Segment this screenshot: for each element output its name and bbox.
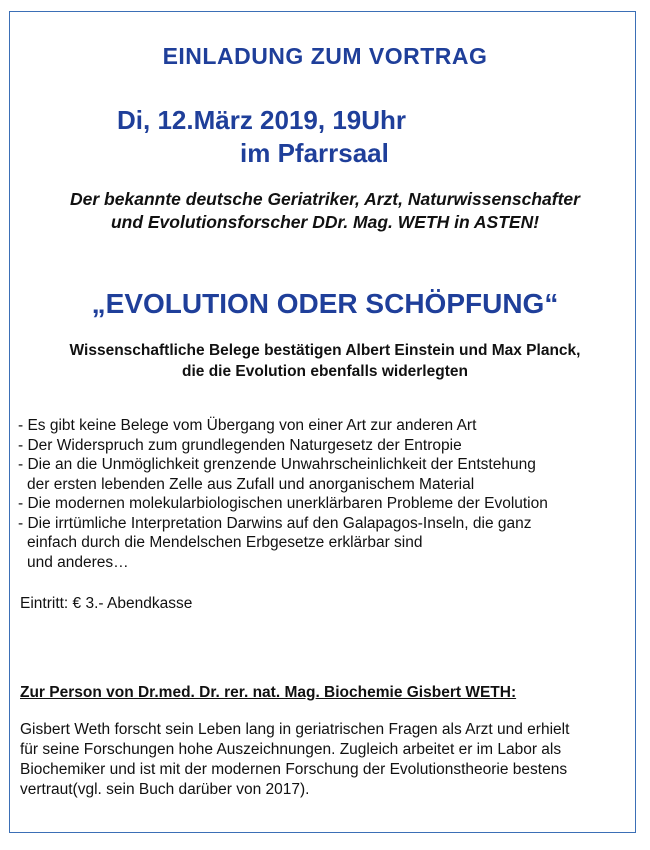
speaker-intro (0, 188, 650, 234)
list-item: - Es gibt keine Belege vom Übergang von einer Art zur anderen Art (18, 417, 477, 434)
talk-subheadline (0, 340, 650, 382)
list-item: einfach durch die Mendelschen Erbgesetze erklärbar sind (27, 534, 423, 551)
subheadline-line: Wissenschaftliche Belege bestätigen Albert Einstein und Max Planck, (69, 342, 581, 359)
bio-line: für seine Forschungen hohe Auszeichnungen. Zugleich arbeitet er im Labor als (20, 741, 562, 758)
bio-line: vertraut(vgl. sein Buch darüber von 2017). (20, 781, 310, 798)
event-date-time: Di, 12.März 2019, 19Uhr (117, 105, 407, 135)
list-item: der ersten lebenden Zelle aus Zufall und anorganischem Material (27, 475, 475, 493)
event-venue: im Pfarrsaal (240, 138, 389, 168)
list-item: und anderes… (27, 553, 129, 571)
person-heading: Zur Person von Dr.med. Dr. rer. nat. Mag. Biochemie Gisbert WETH: (20, 684, 517, 701)
list-item: - Die an die Unmöglichkeit grenzende Unwahrscheinlichkeit der Entstehung (18, 456, 536, 473)
talk-points-list (18, 416, 628, 572)
speaker-intro-line: und Evolutionsforscher DDr. Mag. WETH in ASTEN! (110, 212, 540, 232)
invitation-title: EINLADUNG ZUM VORTRAG (162, 43, 488, 69)
person-bio (20, 720, 625, 800)
bio-line: Biochemiker und ist mit der modernen Forschung der Evolutionstheorie bestens (20, 761, 568, 778)
speaker-intro-line: Der bekannte deutsche Geriatriker, Arzt, Naturwissenschafter (70, 189, 580, 209)
list-item: - Die modernen molekularbiologischen unerklärbaren Probleme der Evolution (18, 495, 548, 512)
list-item: - Der Widerspruch zum grundlegenden Naturgesetz der Entropie (18, 436, 462, 454)
talk-headline: „EVOLUTION ODER SCHÖPFUNG“ (91, 288, 559, 319)
subheadline-line: die die Evolution ebenfalls widerlegten (182, 363, 468, 380)
list-item: - Die irrtümliche Interpretation Darwins auf den Galapagos-Inseln, die ganz (18, 514, 532, 532)
admission-info: Eintritt: € 3.- Abendkasse (20, 595, 193, 612)
bio-line: Gisbert Weth forscht sein Leben lang in geriatrischen Fragen als Arzt und erhielt (20, 721, 570, 738)
